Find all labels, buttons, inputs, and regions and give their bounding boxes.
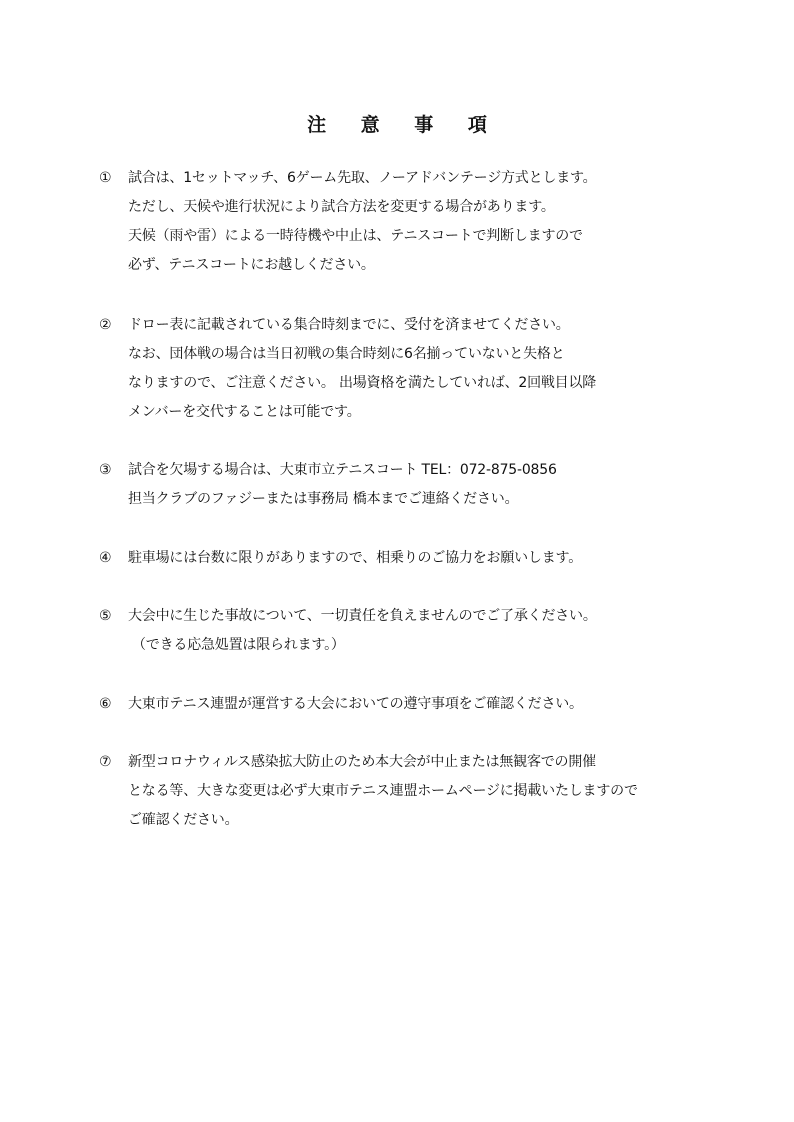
item-line: となる等、大きな変更は必ず大東市テニス連盟ホームページに掲載いたしますので <box>128 783 638 799</box>
item-line: 必ず、テニスコートにお越しください。 <box>128 257 375 273</box>
item-text <box>128 315 778 431</box>
item-line: 駐車場には台数に限りがありますので、相乗りのご協力をお願いします。 <box>128 550 582 566</box>
item-line: 天候（雨や雷）による一時待機や中止は、テニスコートで判断しますので <box>128 228 583 244</box>
item-line: ご確認ください。 <box>128 812 239 828</box>
item-line: （できる応急処置は限られます。） <box>132 637 345 653</box>
item-line: 試合は、1セットマッチ、6ゲーム先取、ノーアドバンテージ方式とします。 <box>128 170 597 186</box>
item-text <box>128 460 778 518</box>
item-line: 新型コロナウィルス感染拡大防止のため本大会が中止または無観客での開催 <box>128 754 596 770</box>
item-text <box>128 694 778 723</box>
item-line: ドロー表に記載されている集合時刻までに、受付を済ませてください。 <box>128 317 570 333</box>
item-number: ⑥ <box>99 696 112 712</box>
item-text <box>128 752 778 839</box>
item-line: なお、団体戦の場合は当日初戦の集合時刻に6名揃っていないと失格と <box>128 346 565 362</box>
item-text <box>128 548 778 577</box>
item-number: ③ <box>99 462 112 478</box>
item-number: ④ <box>99 550 112 566</box>
item-number: ② <box>99 317 112 333</box>
item-number: ① <box>99 170 112 186</box>
item-line: 担当クラブのファジーまたは事務局 橋本までご連絡ください。 <box>128 491 519 507</box>
item-number: ⑤ <box>99 608 112 624</box>
item-number: ⑦ <box>99 754 112 770</box>
item-text <box>128 606 778 664</box>
item-line: 試合を欠場する場合は、大東市立テニスコート TEL：072-875-0856 <box>128 462 557 478</box>
item-text <box>128 168 778 284</box>
item-line: メンバーを交代することは可能です。 <box>128 404 361 420</box>
item-line: ただし、天候や進行状況により試合方法を変更する場合があります。 <box>128 199 555 215</box>
item-line: 大東市テニス連盟が運営する大会においての遵守事項をご確認ください。 <box>128 696 583 712</box>
item-line: なりますので、ご注意ください。 出場資格を満たしていれば、2回戦目以降 <box>128 375 597 391</box>
page-title: 注 意 事 項 <box>307 114 501 136</box>
item-line: 大会中に生じた事故について、一切責任を負えませんのでご了承ください。 <box>128 608 597 624</box>
